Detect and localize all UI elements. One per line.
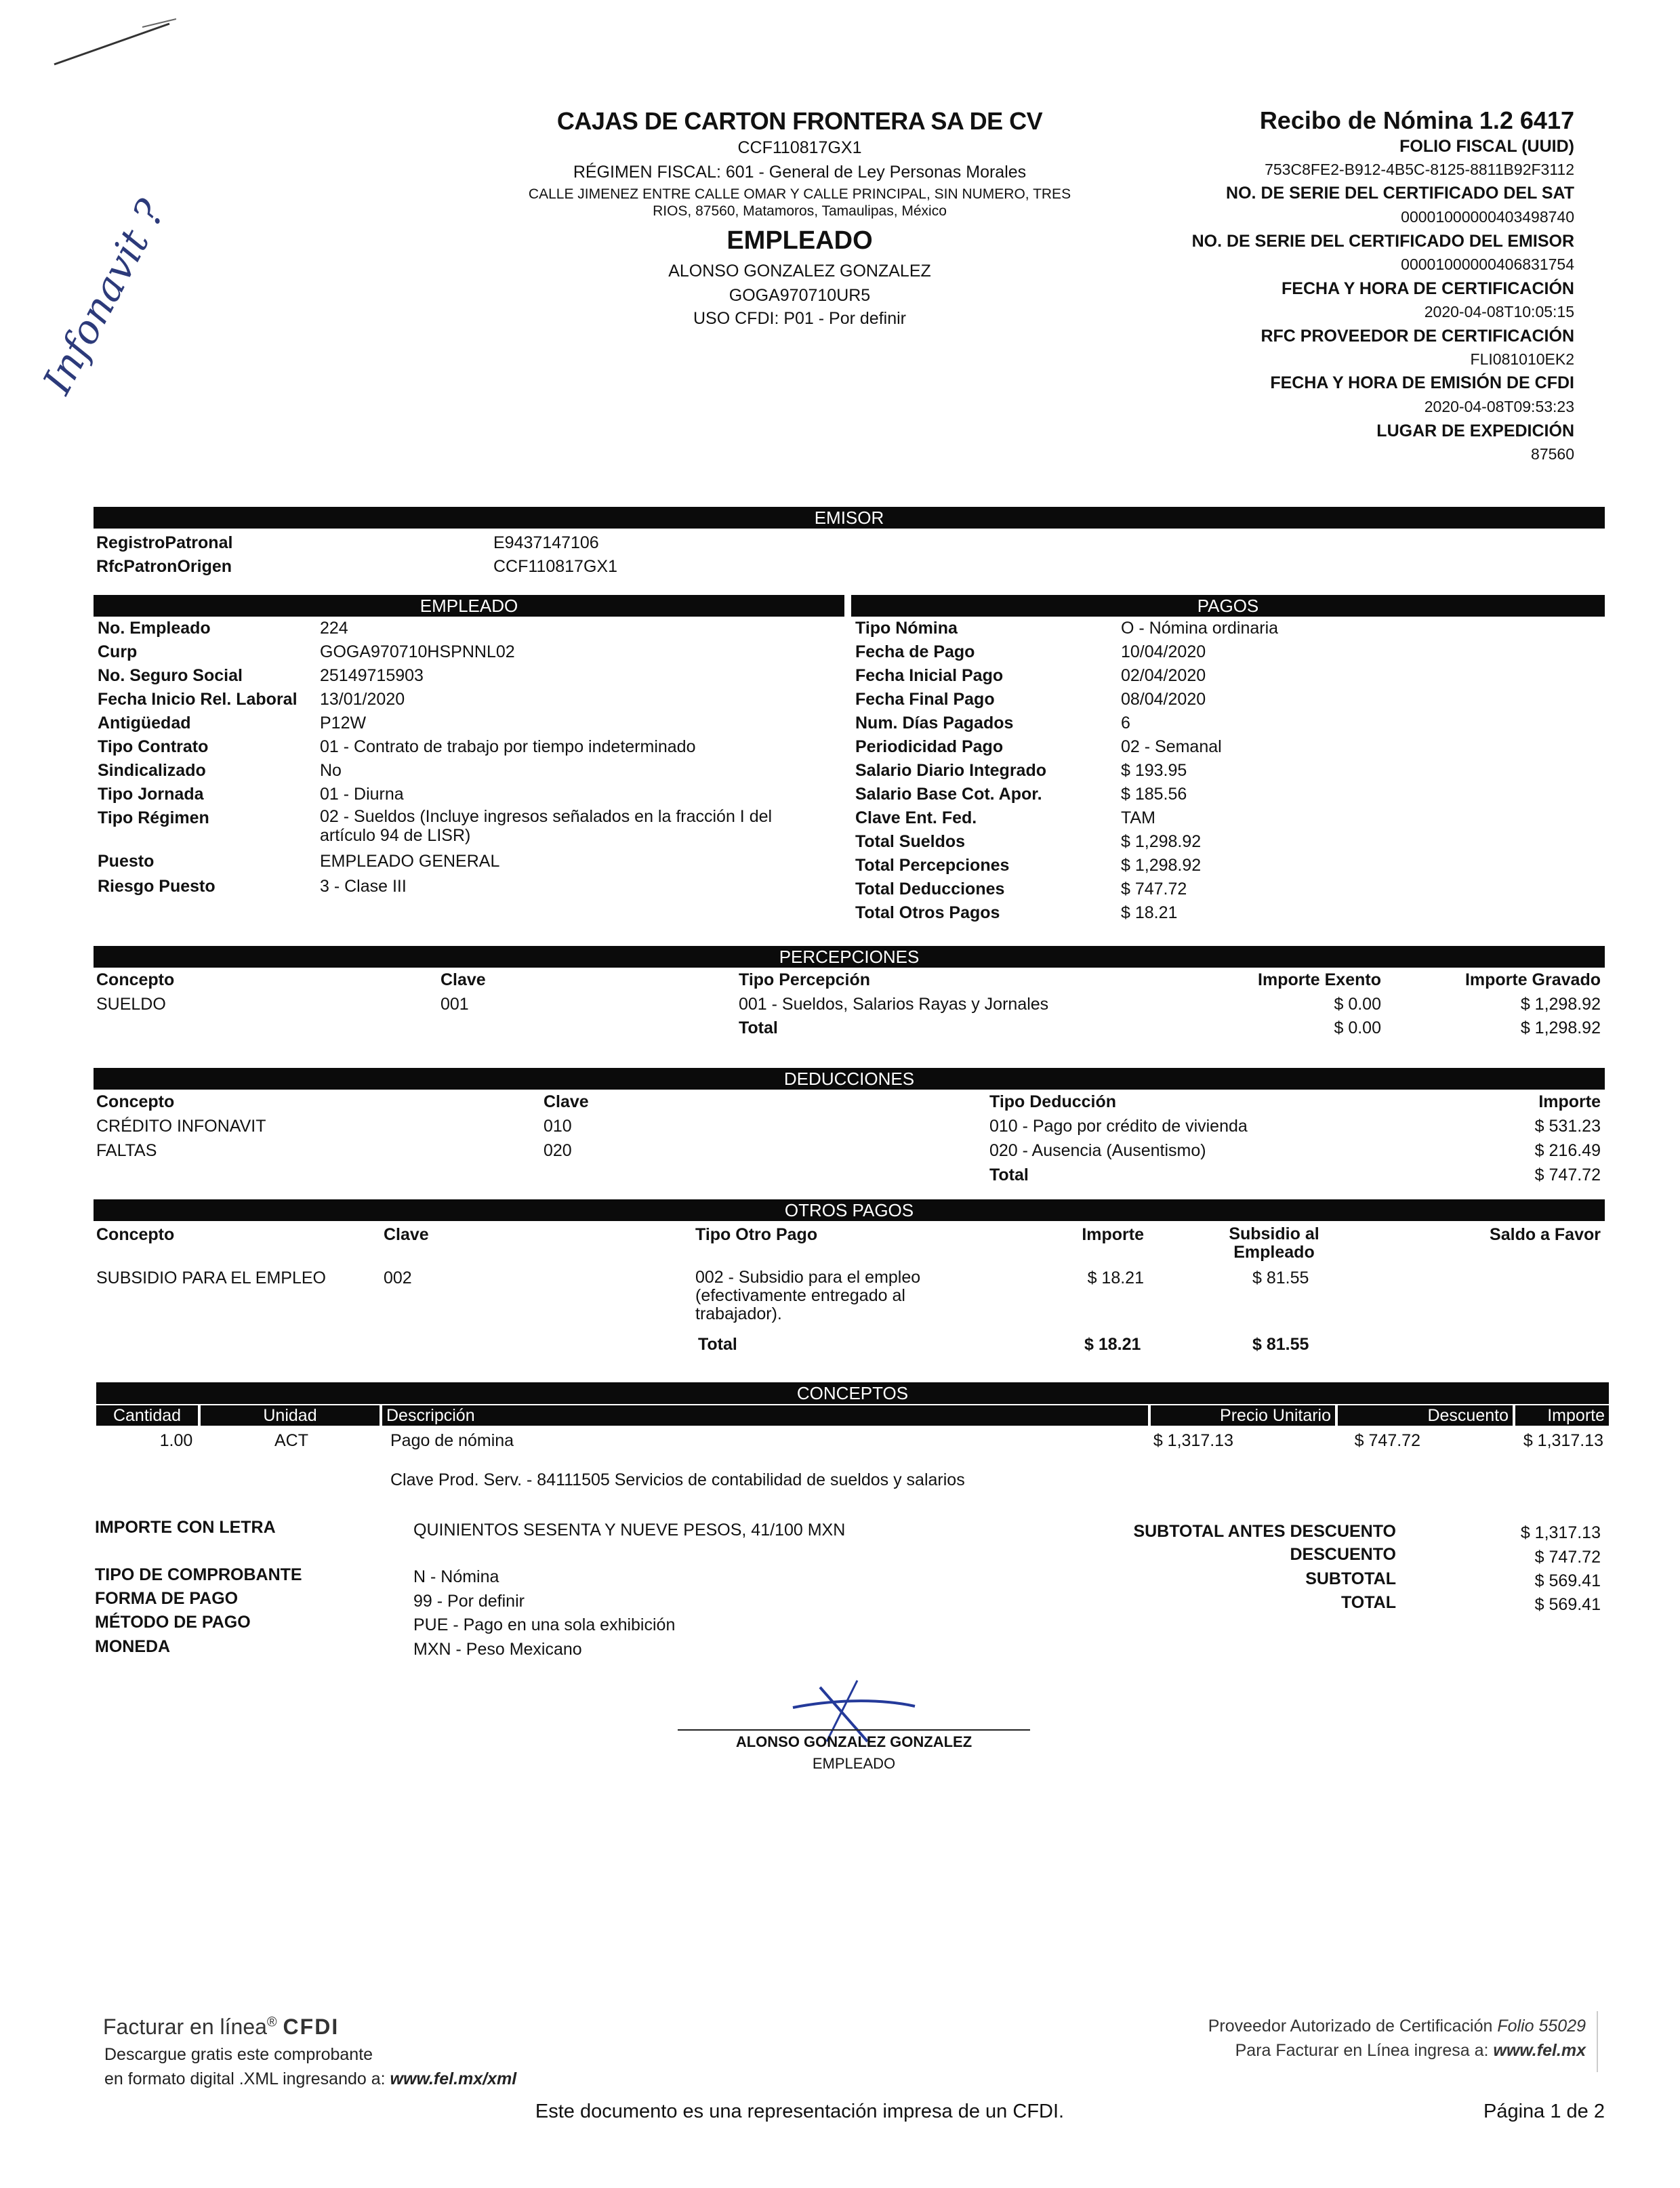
serie-emisor-label: NO. DE SERIE DEL CERTIFICADO DEL EMISOR [1191, 232, 1574, 251]
folio-label: FOLIO FISCAL (UUID) [1399, 137, 1574, 156]
emisor-value-0: E9437147106 [493, 533, 599, 552]
deducciones-header-concepto: Concepto [96, 1092, 175, 1111]
deducciones-header-importe: Importe [1538, 1092, 1601, 1111]
conceptos-header-importe: Importe [1515, 1405, 1609, 1426]
conceptos-header-descuento: Descuento [1338, 1405, 1513, 1426]
emisor-value-1: CCF110817GX1 [493, 557, 617, 576]
empleado-heading: EMPLEADO [726, 226, 873, 255]
importe-letra-value: QUINIENTOS SESENTA Y NUEVE PESOS, 41/100 MXN [413, 1521, 846, 1540]
pagos-label: Salario Base Cot. Apor. [855, 785, 1042, 804]
deducciones-total-label: Total [989, 1165, 1029, 1184]
pagos-value: 02 - Semanal [1121, 737, 1222, 756]
otros-header-subsidio [1179, 1225, 1369, 1262]
empleado-name: ALONSO GONZALEZ GONZALEZ [668, 262, 931, 281]
company-regimen: RÉGIMEN FISCAL: 601 - General de Ley Personas Morales [573, 163, 1027, 182]
rfc-prov-value: FLI081010EK2 [1470, 350, 1574, 368]
percepciones-total-exento: $ 0.00 [1334, 1018, 1381, 1037]
forma-pago-label: FORMA DE PAGO [95, 1589, 239, 1608]
total-label: TOTAL [1340, 1593, 1396, 1612]
footer-facturar-a: Para Facturar en Línea ingresa a: [1235, 2041, 1489, 2060]
otros-total-importe: $ 18.21 [1084, 1335, 1141, 1354]
empleado-value: No [320, 761, 342, 780]
empleado-value: 224 [320, 619, 348, 638]
company-name: CAJAS DE CARTON FRONTERA SA DE CV [556, 107, 1043, 135]
pagos-bar: PAGOS [851, 595, 1605, 617]
lugar-label: LUGAR DE EXPEDICIÓN [1376, 421, 1574, 440]
footer-brand-reg: ® [266, 2015, 277, 2030]
footer-proveedor-b: Folio 55029 [1497, 2017, 1586, 2036]
deduccion-importe: $ 216.49 [1534, 1141, 1601, 1160]
percepcion-exento: $ 0.00 [1334, 995, 1381, 1014]
pagos-value: 6 [1121, 714, 1130, 732]
footer-facturar [1017, 2041, 1586, 2061]
signature-line [678, 1729, 1030, 1731]
percepciones-bar: PERCEPCIONES [94, 946, 1605, 968]
pagos-label: Total Otros Pagos [855, 903, 1000, 922]
empleado-rfc: GOGA970710UR5 [729, 286, 871, 305]
empleado-label: Tipo Contrato [98, 737, 209, 756]
empleado-value: 01 - Contrato de trabajo por tiempo indeterminado [320, 737, 696, 756]
percepciones-header-exento: Importe Exento [1258, 970, 1381, 989]
pagos-value: 02/04/2020 [1121, 666, 1206, 685]
deduccion-tipo: 010 - Pago por crédito de vivienda [989, 1117, 1248, 1136]
pagos-label: Fecha Final Pago [855, 690, 995, 709]
descuento-label: DESCUENTO [1290, 1545, 1396, 1564]
deduccion-tipo: 020 - Ausencia (Ausentismo) [989, 1141, 1206, 1160]
deducciones-header-clave: Clave [544, 1092, 589, 1111]
footer-brand-a: Facturar en línea [103, 2015, 267, 2039]
otro-pago-tipo-1: 002 - Subsidio para el empleo [695, 1268, 921, 1287]
conceptos-header-precio: Precio Unitario [1151, 1405, 1335, 1426]
emisor-label-1: RfcPatronOrigen [96, 557, 232, 576]
deducciones-header-tipo: Tipo Deducción [989, 1092, 1117, 1111]
concepto-clave-prod: Clave Prod. Serv. - 84111505 Servicios de contabilidad de sueldos y salarios [390, 1470, 965, 1489]
pagos-label: Fecha de Pago [855, 642, 975, 661]
fecha-cert-value: 2020-04-08T10:05:15 [1424, 303, 1574, 321]
percepciones-total-gravado: $ 1,298.92 [1520, 1018, 1601, 1037]
concepto-cantidad: 1.00 [159, 1431, 193, 1450]
rfc-prov-label: RFC PROVEEDOR DE CERTIFICACIÓN [1261, 327, 1574, 346]
percepciones-header-tipo: Tipo Percepción [739, 970, 871, 989]
percepciones-total-label: Total [739, 1018, 778, 1037]
firma-name: ALONSO GONZALEZ GONZALEZ [735, 1733, 972, 1750]
footer-facturar-link[interactable]: www.fel.mx [1493, 2041, 1586, 2060]
otros-header-subsidio-2: Empleado [1233, 1243, 1315, 1262]
conceptos-header-unidad: Unidad [201, 1405, 380, 1426]
tipo-comprobante-value: N - Nómina [413, 1567, 499, 1586]
percepciones-header-clave: Clave [441, 970, 486, 989]
percepcion-concepto: SUELDO [96, 995, 166, 1014]
empleado-label: Antigüedad [98, 714, 191, 732]
otro-pago-tipo-3: trabajador). [695, 1304, 782, 1323]
metodo-pago-value: PUE - Pago en una sola exhibición [413, 1615, 676, 1634]
footer-descarga-1: Descargue gratis este comprobante [104, 2045, 373, 2064]
fecha-cert-label: FECHA Y HORA DE CERTIFICACIÓN [1282, 279, 1574, 298]
pagos-label: Fecha Inicial Pago [855, 666, 1004, 685]
pagos-value: $ 193.95 [1121, 761, 1187, 780]
percepciones-header-concepto: Concepto [96, 970, 175, 989]
empleado-value: 3 - Clase III [320, 877, 407, 896]
footer-divider [1597, 2011, 1598, 2072]
fecha-emision-label: FECHA Y HORA DE EMISIÓN DE CFDI [1270, 373, 1574, 392]
otro-pago-tipo-2: (efectivamente entregado al [695, 1286, 905, 1305]
subtotal-value: $ 569.41 [1534, 1571, 1601, 1590]
otro-pago-clave: 002 [384, 1268, 412, 1287]
footer-pagina: Página 1 de 2 [1483, 2101, 1605, 2122]
concepto-descuento: $ 747.72 [1354, 1431, 1420, 1450]
folio-value: 753C8FE2-B912-4B5C-8125-8811B92F3112 [1265, 161, 1574, 178]
emisor-label-0: RegistroPatronal [96, 533, 233, 552]
pagos-value: $ 747.72 [1121, 880, 1187, 899]
empleado-table [94, 617, 844, 928]
footer-descarga-text: en formato digital .XML ingresando a: [104, 2069, 386, 2088]
subtotal-antes-label: SUBTOTAL ANTES DESCUENTO [1133, 1522, 1396, 1541]
otros-header-tipo: Tipo Otro Pago [695, 1225, 818, 1244]
percepcion-tipo: 001 - Sueldos, Salarios Rayas y Jornales [739, 995, 1049, 1014]
subtotal-antes-value: $ 1,317.13 [1520, 1523, 1601, 1542]
fecha-emision-value: 2020-04-08T09:53:23 [1424, 398, 1574, 415]
empleado-bar: EMPLEADO [94, 595, 844, 617]
empleado-label: Riesgo Puesto [98, 877, 216, 896]
metodo-pago-label: MÉTODO DE PAGO [95, 1613, 251, 1632]
forma-pago-value: 99 - Por definir [413, 1592, 525, 1611]
conceptos-header-cantidad: Cantidad [96, 1405, 198, 1426]
pagos-value: $ 1,298.92 [1121, 832, 1202, 851]
serie-emisor-value: 00001000000406831754 [1401, 255, 1574, 273]
deducciones-total-importe: $ 747.72 [1534, 1165, 1601, 1184]
otro-pago-concepto: SUBSIDIO PARA EL EMPLEO [96, 1268, 327, 1287]
pagos-table [851, 617, 1605, 935]
otros-total-label: Total [698, 1335, 737, 1354]
pagos-value: $ 185.56 [1121, 785, 1187, 804]
empleado-value: 13/01/2020 [320, 690, 405, 709]
pagos-label: Num. Días Pagados [855, 714, 1014, 732]
company-rfc: CCF110817GX1 [737, 138, 862, 157]
conceptos-header-row [96, 1405, 1609, 1426]
empleado-value: 01 - Diurna [320, 785, 404, 804]
descuento-value: $ 747.72 [1534, 1548, 1601, 1567]
empleado-label: Puesto [98, 852, 155, 871]
deducciones-bar: DEDUCCIONES [94, 1068, 1605, 1090]
company-address-1: CALLE JIMENEZ ENTRE CALLE OMAR Y CALLE PRINCIPAL, SIN NUMERO, TRES [528, 186, 1071, 202]
pagos-value: $ 18.21 [1121, 903, 1178, 922]
pagos-label: Tipo Nómina [855, 619, 958, 638]
percepcion-gravado: $ 1,298.92 [1520, 995, 1601, 1014]
pagos-label: Periodicidad Pago [855, 737, 1004, 756]
conceptos-bar: CONCEPTOS [96, 1382, 1609, 1404]
otros-header-subsidio-1: Subsidio al [1229, 1224, 1319, 1243]
deduccion-clave: 020 [544, 1141, 572, 1160]
empleado-value: P12W [320, 714, 367, 732]
tipo-comprobante-label: TIPO DE COMPROBANTE [95, 1565, 302, 1584]
importe-letra-label: IMPORTE CON LETRA [95, 1518, 276, 1537]
pagos-label: Total Deducciones [855, 880, 1005, 899]
deduccion-importe: $ 531.23 [1534, 1117, 1601, 1136]
concepto-descripcion: Pago de nómina [390, 1431, 514, 1450]
percepciones-header-gravado: Importe Gravado [1464, 970, 1601, 989]
empleado-label: Fecha Inicio Rel. Laboral [98, 690, 298, 709]
subtotal-label: SUBTOTAL [1305, 1569, 1396, 1588]
deduccion-concepto: CRÉDITO INFONAVIT [96, 1117, 266, 1136]
conceptos-header-descripcion: Descripción [382, 1405, 1148, 1426]
otro-pago-importe: $ 18.21 [1087, 1268, 1144, 1287]
pagos-value: $ 1,298.92 [1121, 856, 1202, 875]
empleado-label: No. Seguro Social [98, 666, 243, 685]
empleado-value-cont: artículo 94 de LISR) [320, 826, 471, 845]
otros-total-subsidio: $ 81.55 [1252, 1335, 1309, 1354]
footer-proveedor-a: Proveedor Autorizado de Certificación [1208, 2017, 1493, 2036]
pagos-label: Salario Diario Integrado [855, 761, 1047, 780]
footer-brand [103, 2015, 339, 2040]
concepto-precio: $ 1,317.13 [1153, 1431, 1233, 1450]
company-address-2: RIOS, 87560, Matamoros, Tamaulipas, México [653, 203, 947, 219]
empleado-label: Tipo Régimen [98, 808, 209, 827]
serie-sat-value: 00001000000403498740 [1401, 208, 1574, 226]
pagos-value: 10/04/2020 [1121, 642, 1206, 661]
pen-stroke-icon [41, 14, 176, 75]
empleado-value: EMPLEADO GENERAL [320, 852, 500, 871]
empleado-value: GOGA970710HSPNNL02 [320, 642, 515, 661]
pagos-label: Total Sueldos [855, 832, 966, 851]
handwritten-note: Infonavit ? [34, 192, 174, 401]
uso-cfdi: USO CFDI: P01 - Por definir [693, 309, 906, 328]
moneda-label: MONEDA [95, 1637, 171, 1656]
otros-pagos-bar: OTROS PAGOS [94, 1199, 1605, 1221]
footer-descarga-link[interactable]: www.fel.mx/xml [390, 2069, 517, 2088]
concepto-importe: $ 1,317.13 [1523, 1431, 1603, 1450]
empleado-value: 02 - Sueldos (Incluye ingresos señalados en la fracción I del [320, 807, 773, 826]
otros-header-concepto: Concepto [96, 1225, 175, 1244]
concepto-unidad: ACT [274, 1431, 308, 1450]
emisor-bar: EMISOR [94, 507, 1605, 529]
deduccion-clave: 010 [544, 1117, 572, 1136]
total-value: $ 569.41 [1534, 1595, 1601, 1614]
empleado-label: No. Empleado [98, 619, 211, 638]
serie-sat-label: NO. DE SERIE DEL CERTIFICADO DEL SAT [1226, 184, 1574, 203]
otros-header-importe: Importe [1082, 1225, 1144, 1244]
pagos-value: TAM [1121, 808, 1155, 827]
otros-header-saldo: Saldo a Favor [1490, 1225, 1601, 1244]
percepcion-clave: 001 [441, 995, 469, 1014]
moneda-value: MXN - Peso Mexicano [413, 1640, 582, 1659]
footer-brand-b: CFDI [283, 2015, 340, 2039]
pagos-value: O - Nómina ordinaria [1121, 619, 1279, 638]
footer-descarga-2 [104, 2069, 516, 2089]
pagos-label: Total Percepciones [855, 856, 1010, 875]
empleado-label: Sindicalizado [98, 761, 206, 780]
otro-pago-tipo [695, 1268, 920, 1323]
pagos-label: Clave Ent. Fed. [855, 808, 977, 827]
empleado-label: Tipo Jornada [98, 785, 204, 804]
empleado-value: 25149715903 [320, 666, 424, 685]
pagos-value: 08/04/2020 [1121, 690, 1206, 709]
otros-header-clave: Clave [384, 1225, 429, 1244]
footer-proveedor [1017, 2017, 1586, 2036]
receipt-title: Recibo de Nómina 1.2 6417 [1259, 106, 1574, 134]
deduccion-concepto: FALTAS [96, 1141, 157, 1160]
footer-representacion: Este documento es una representación impresa de un CFDI. [535, 2101, 1065, 2122]
otro-pago-subsidio: $ 81.55 [1252, 1268, 1309, 1287]
lugar-value: 87560 [1531, 445, 1574, 463]
firma-role: EMPLEADO [812, 1755, 896, 1772]
empleado-label: Curp [98, 642, 138, 661]
